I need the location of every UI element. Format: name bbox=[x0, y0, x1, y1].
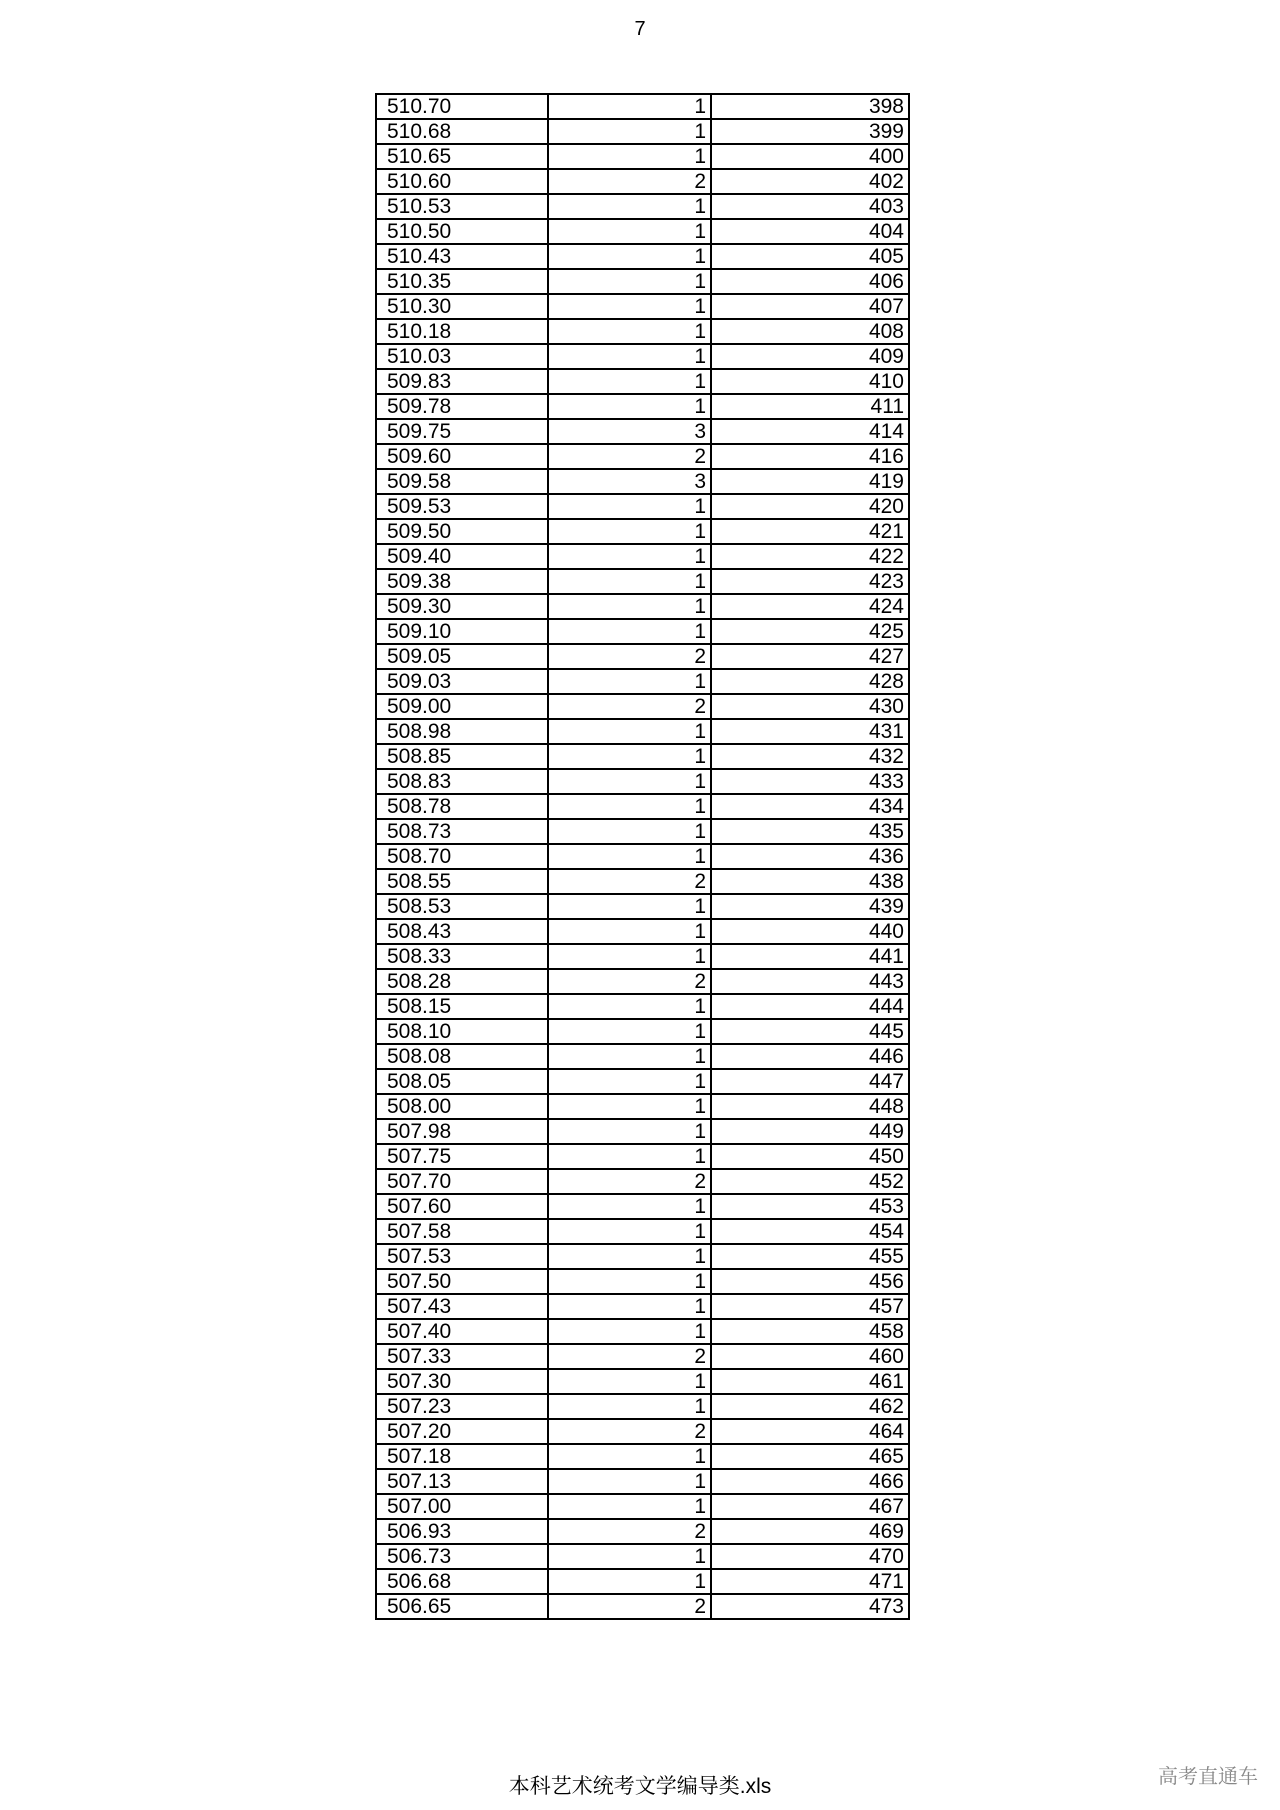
score-cell: 506.73 bbox=[376, 1544, 548, 1569]
count-cell: 1 bbox=[548, 1244, 711, 1269]
score-cell: 507.20 bbox=[376, 1419, 548, 1444]
cumulative-cell: 403 bbox=[711, 194, 909, 219]
table-row bbox=[376, 294, 909, 319]
cumulative-cell: 398 bbox=[711, 94, 909, 119]
score-cell: 508.08 bbox=[376, 1044, 548, 1069]
cumulative-cell: 454 bbox=[711, 1219, 909, 1244]
table-row bbox=[376, 1169, 909, 1194]
score-cell: 509.00 bbox=[376, 694, 548, 719]
cumulative-cell: 410 bbox=[711, 369, 909, 394]
count-cell: 2 bbox=[548, 444, 711, 469]
cumulative-cell: 455 bbox=[711, 1244, 909, 1269]
score-cell: 507.43 bbox=[376, 1294, 548, 1319]
score-cell: 506.65 bbox=[376, 1594, 548, 1619]
table-row bbox=[376, 519, 909, 544]
count-cell: 1 bbox=[548, 944, 711, 969]
score-cell: 507.50 bbox=[376, 1269, 548, 1294]
table-row bbox=[376, 1369, 909, 1394]
count-cell: 1 bbox=[548, 144, 711, 169]
cumulative-cell: 431 bbox=[711, 719, 909, 744]
cumulative-cell: 464 bbox=[711, 1419, 909, 1444]
cumulative-cell: 434 bbox=[711, 794, 909, 819]
cumulative-cell: 453 bbox=[711, 1194, 909, 1219]
score-cell: 507.13 bbox=[376, 1469, 548, 1494]
score-cell: 508.85 bbox=[376, 744, 548, 769]
cumulative-cell: 461 bbox=[711, 1369, 909, 1394]
score-cell: 510.68 bbox=[376, 119, 548, 144]
table-row bbox=[376, 669, 909, 694]
cumulative-cell: 411 bbox=[711, 394, 909, 419]
count-cell: 1 bbox=[548, 719, 711, 744]
count-cell: 2 bbox=[548, 644, 711, 669]
cumulative-cell: 425 bbox=[711, 619, 909, 644]
count-cell: 1 bbox=[548, 1294, 711, 1319]
cumulative-cell: 409 bbox=[711, 344, 909, 369]
cumulative-cell: 404 bbox=[711, 219, 909, 244]
score-cell: 510.50 bbox=[376, 219, 548, 244]
count-cell: 1 bbox=[548, 1494, 711, 1519]
score-cell: 508.70 bbox=[376, 844, 548, 869]
count-cell: 3 bbox=[548, 469, 711, 494]
table-row bbox=[376, 1319, 909, 1344]
cumulative-cell: 456 bbox=[711, 1269, 909, 1294]
count-cell: 1 bbox=[548, 244, 711, 269]
table-row bbox=[376, 319, 909, 344]
cumulative-cell: 449 bbox=[711, 1119, 909, 1144]
count-cell: 1 bbox=[548, 1269, 711, 1294]
table-row bbox=[376, 594, 909, 619]
score-cell: 506.68 bbox=[376, 1569, 548, 1594]
score-cell: 510.03 bbox=[376, 344, 548, 369]
cumulative-cell: 467 bbox=[711, 1494, 909, 1519]
score-cell: 509.30 bbox=[376, 594, 548, 619]
count-cell: 2 bbox=[548, 169, 711, 194]
count-cell: 2 bbox=[548, 1594, 711, 1619]
score-cell: 508.33 bbox=[376, 944, 548, 969]
table-row bbox=[376, 1569, 909, 1594]
table-row bbox=[376, 694, 909, 719]
table-row bbox=[376, 1394, 909, 1419]
table-row bbox=[376, 494, 909, 519]
score-cell: 509.40 bbox=[376, 544, 548, 569]
cumulative-cell: 421 bbox=[711, 519, 909, 544]
table-row bbox=[376, 1544, 909, 1569]
score-cell: 508.78 bbox=[376, 794, 548, 819]
cumulative-cell: 399 bbox=[711, 119, 909, 144]
count-cell: 1 bbox=[548, 1394, 711, 1419]
count-cell: 1 bbox=[548, 994, 711, 1019]
score-cell: 508.73 bbox=[376, 819, 548, 844]
count-cell: 2 bbox=[548, 1169, 711, 1194]
count-cell: 1 bbox=[548, 1219, 711, 1244]
count-cell: 1 bbox=[548, 844, 711, 869]
cumulative-cell: 466 bbox=[711, 1469, 909, 1494]
score-cell: 507.18 bbox=[376, 1444, 548, 1469]
count-cell: 1 bbox=[548, 1094, 711, 1119]
table-row bbox=[376, 444, 909, 469]
count-cell: 1 bbox=[548, 369, 711, 394]
score-cell: 506.93 bbox=[376, 1519, 548, 1544]
count-cell: 1 bbox=[548, 669, 711, 694]
cumulative-cell: 414 bbox=[711, 419, 909, 444]
count-cell: 1 bbox=[548, 744, 711, 769]
table-row bbox=[376, 619, 909, 644]
count-cell: 1 bbox=[548, 594, 711, 619]
cumulative-cell: 424 bbox=[711, 594, 909, 619]
table-row bbox=[376, 394, 909, 419]
score-cell: 510.70 bbox=[376, 94, 548, 119]
score-cell: 509.50 bbox=[376, 519, 548, 544]
cumulative-cell: 400 bbox=[711, 144, 909, 169]
count-cell: 1 bbox=[548, 794, 711, 819]
score-cell: 509.38 bbox=[376, 569, 548, 594]
cumulative-cell: 441 bbox=[711, 944, 909, 969]
table-row bbox=[376, 1519, 909, 1544]
count-cell: 1 bbox=[548, 219, 711, 244]
score-cell: 510.18 bbox=[376, 319, 548, 344]
score-cell: 510.43 bbox=[376, 244, 548, 269]
count-cell: 1 bbox=[548, 94, 711, 119]
score-cell: 509.58 bbox=[376, 469, 548, 494]
count-cell: 2 bbox=[548, 694, 711, 719]
score-cell: 508.98 bbox=[376, 719, 548, 744]
cumulative-cell: 450 bbox=[711, 1144, 909, 1169]
table-row bbox=[376, 544, 909, 569]
table-row bbox=[376, 194, 909, 219]
table-row bbox=[376, 1194, 909, 1219]
table-row bbox=[376, 94, 909, 119]
score-cell: 507.40 bbox=[376, 1319, 548, 1344]
count-cell: 1 bbox=[548, 394, 711, 419]
score-cell: 507.00 bbox=[376, 1494, 548, 1519]
table-row bbox=[376, 1344, 909, 1369]
score-cell: 508.55 bbox=[376, 869, 548, 894]
count-cell: 1 bbox=[548, 519, 711, 544]
table-row bbox=[376, 1494, 909, 1519]
count-cell: 1 bbox=[548, 769, 711, 794]
count-cell: 2 bbox=[548, 869, 711, 894]
score-cell: 508.05 bbox=[376, 1069, 548, 1094]
score-cell: 508.83 bbox=[376, 769, 548, 794]
cumulative-cell: 428 bbox=[711, 669, 909, 694]
cumulative-cell: 402 bbox=[711, 169, 909, 194]
score-cell: 508.00 bbox=[376, 1094, 548, 1119]
count-cell: 2 bbox=[548, 969, 711, 994]
count-cell: 1 bbox=[548, 619, 711, 644]
cumulative-cell: 420 bbox=[711, 494, 909, 519]
cumulative-cell: 447 bbox=[711, 1069, 909, 1094]
score-cell: 507.23 bbox=[376, 1394, 548, 1419]
count-cell: 1 bbox=[548, 1444, 711, 1469]
score-cell: 507.70 bbox=[376, 1169, 548, 1194]
count-cell: 1 bbox=[548, 1319, 711, 1344]
table-row bbox=[376, 119, 909, 144]
table-row bbox=[376, 469, 909, 494]
score-cell: 509.05 bbox=[376, 644, 548, 669]
score-cell: 507.58 bbox=[376, 1219, 548, 1244]
table-row bbox=[376, 1044, 909, 1069]
table-row bbox=[376, 1469, 909, 1494]
cumulative-cell: 422 bbox=[711, 544, 909, 569]
table-row bbox=[376, 244, 909, 269]
count-cell: 1 bbox=[548, 544, 711, 569]
cumulative-cell: 444 bbox=[711, 994, 909, 1019]
count-cell: 1 bbox=[548, 1369, 711, 1394]
table-row bbox=[376, 1594, 909, 1619]
score-cell: 509.60 bbox=[376, 444, 548, 469]
cumulative-cell: 407 bbox=[711, 294, 909, 319]
table-row bbox=[376, 944, 909, 969]
table-row bbox=[376, 969, 909, 994]
count-cell: 1 bbox=[548, 119, 711, 144]
table-row bbox=[376, 344, 909, 369]
table-row bbox=[376, 1244, 909, 1269]
count-cell: 1 bbox=[548, 269, 711, 294]
cumulative-cell: 443 bbox=[711, 969, 909, 994]
table-row bbox=[376, 419, 909, 444]
score-cell: 510.65 bbox=[376, 144, 548, 169]
count-cell: 1 bbox=[548, 344, 711, 369]
table-row bbox=[376, 869, 909, 894]
score-cell: 509.75 bbox=[376, 419, 548, 444]
cumulative-cell: 470 bbox=[711, 1544, 909, 1569]
table-row bbox=[376, 744, 909, 769]
table-row bbox=[376, 719, 909, 744]
cumulative-cell: 427 bbox=[711, 644, 909, 669]
cumulative-cell: 440 bbox=[711, 919, 909, 944]
cumulative-cell: 423 bbox=[711, 569, 909, 594]
cumulative-cell: 419 bbox=[711, 469, 909, 494]
cumulative-cell: 462 bbox=[711, 1394, 909, 1419]
table-row bbox=[376, 644, 909, 669]
score-cell: 510.30 bbox=[376, 294, 548, 319]
cumulative-cell: 471 bbox=[711, 1569, 909, 1594]
count-cell: 1 bbox=[548, 294, 711, 319]
table-row bbox=[376, 269, 909, 294]
score-cell: 509.78 bbox=[376, 394, 548, 419]
table-row bbox=[376, 1069, 909, 1094]
table-row bbox=[376, 219, 909, 244]
count-cell: 1 bbox=[548, 569, 711, 594]
page-number: 7 bbox=[634, 18, 646, 40]
score-cell: 509.83 bbox=[376, 369, 548, 394]
cumulative-cell: 432 bbox=[711, 744, 909, 769]
count-cell: 3 bbox=[548, 419, 711, 444]
table-row bbox=[376, 369, 909, 394]
count-cell: 1 bbox=[548, 819, 711, 844]
score-cell: 507.53 bbox=[376, 1244, 548, 1269]
count-cell: 1 bbox=[548, 894, 711, 919]
cumulative-cell: 433 bbox=[711, 769, 909, 794]
score-cell: 507.30 bbox=[376, 1369, 548, 1394]
cumulative-cell: 438 bbox=[711, 869, 909, 894]
table-row bbox=[376, 919, 909, 944]
count-cell: 2 bbox=[548, 1419, 711, 1444]
score-cell: 510.35 bbox=[376, 269, 548, 294]
table-row bbox=[376, 1119, 909, 1144]
cumulative-cell: 436 bbox=[711, 844, 909, 869]
score-cell: 507.98 bbox=[376, 1119, 548, 1144]
table-row bbox=[376, 1444, 909, 1469]
count-cell: 1 bbox=[548, 194, 711, 219]
table-row bbox=[376, 1294, 909, 1319]
table-row bbox=[376, 1269, 909, 1294]
count-cell: 1 bbox=[548, 1544, 711, 1569]
cumulative-cell: 435 bbox=[711, 819, 909, 844]
cumulative-cell: 457 bbox=[711, 1294, 909, 1319]
table-row bbox=[376, 819, 909, 844]
count-cell: 1 bbox=[548, 1019, 711, 1044]
score-cell: 507.60 bbox=[376, 1194, 548, 1219]
table-row bbox=[376, 1419, 909, 1444]
cumulative-cell: 469 bbox=[711, 1519, 909, 1544]
score-cell: 508.10 bbox=[376, 1019, 548, 1044]
table-row bbox=[376, 1219, 909, 1244]
cumulative-cell: 405 bbox=[711, 244, 909, 269]
cumulative-cell: 452 bbox=[711, 1169, 909, 1194]
score-cell: 509.10 bbox=[376, 619, 548, 644]
table-row bbox=[376, 144, 909, 169]
score-cell: 508.15 bbox=[376, 994, 548, 1019]
table-row bbox=[376, 169, 909, 194]
table-row bbox=[376, 1094, 909, 1119]
count-cell: 1 bbox=[548, 1569, 711, 1594]
count-cell: 1 bbox=[548, 1194, 711, 1219]
table-row bbox=[376, 1144, 909, 1169]
score-cell: 508.28 bbox=[376, 969, 548, 994]
footer-filename: 本科艺术统考文学编导类.xls bbox=[508, 1775, 772, 1798]
cumulative-cell: 430 bbox=[711, 694, 909, 719]
cumulative-cell: 473 bbox=[711, 1594, 909, 1619]
cumulative-cell: 446 bbox=[711, 1044, 909, 1069]
watermark: 高考直通车 bbox=[1158, 1766, 1258, 1788]
count-cell: 1 bbox=[548, 319, 711, 344]
table-row bbox=[376, 844, 909, 869]
count-cell: 1 bbox=[548, 1044, 711, 1069]
score-cell: 508.43 bbox=[376, 919, 548, 944]
count-cell: 1 bbox=[548, 1069, 711, 1094]
score-cell: 509.03 bbox=[376, 669, 548, 694]
cumulative-cell: 416 bbox=[711, 444, 909, 469]
table-row bbox=[376, 1019, 909, 1044]
cumulative-cell: 458 bbox=[711, 1319, 909, 1344]
table-row bbox=[376, 994, 909, 1019]
cumulative-cell: 445 bbox=[711, 1019, 909, 1044]
score-cell: 509.53 bbox=[376, 494, 548, 519]
score-cell: 510.53 bbox=[376, 194, 548, 219]
cumulative-cell: 460 bbox=[711, 1344, 909, 1369]
score-cell: 510.60 bbox=[376, 169, 548, 194]
count-cell: 2 bbox=[548, 1519, 711, 1544]
cumulative-cell: 465 bbox=[711, 1444, 909, 1469]
table-body bbox=[376, 94, 909, 1619]
count-cell: 1 bbox=[548, 919, 711, 944]
score-cell: 507.33 bbox=[376, 1344, 548, 1369]
cumulative-cell: 406 bbox=[711, 269, 909, 294]
count-cell: 1 bbox=[548, 1469, 711, 1494]
count-cell: 1 bbox=[548, 1144, 711, 1169]
table-row bbox=[376, 769, 909, 794]
score-cell: 507.75 bbox=[376, 1144, 548, 1169]
table-row bbox=[376, 794, 909, 819]
cumulative-cell: 408 bbox=[711, 319, 909, 344]
table-row bbox=[376, 894, 909, 919]
cumulative-cell: 439 bbox=[711, 894, 909, 919]
count-cell: 2 bbox=[548, 1344, 711, 1369]
cumulative-cell: 448 bbox=[711, 1094, 909, 1119]
count-cell: 1 bbox=[548, 1119, 711, 1144]
count-cell: 1 bbox=[548, 494, 711, 519]
score-table bbox=[375, 93, 910, 1620]
table-row bbox=[376, 569, 909, 594]
score-cell: 508.53 bbox=[376, 894, 548, 919]
